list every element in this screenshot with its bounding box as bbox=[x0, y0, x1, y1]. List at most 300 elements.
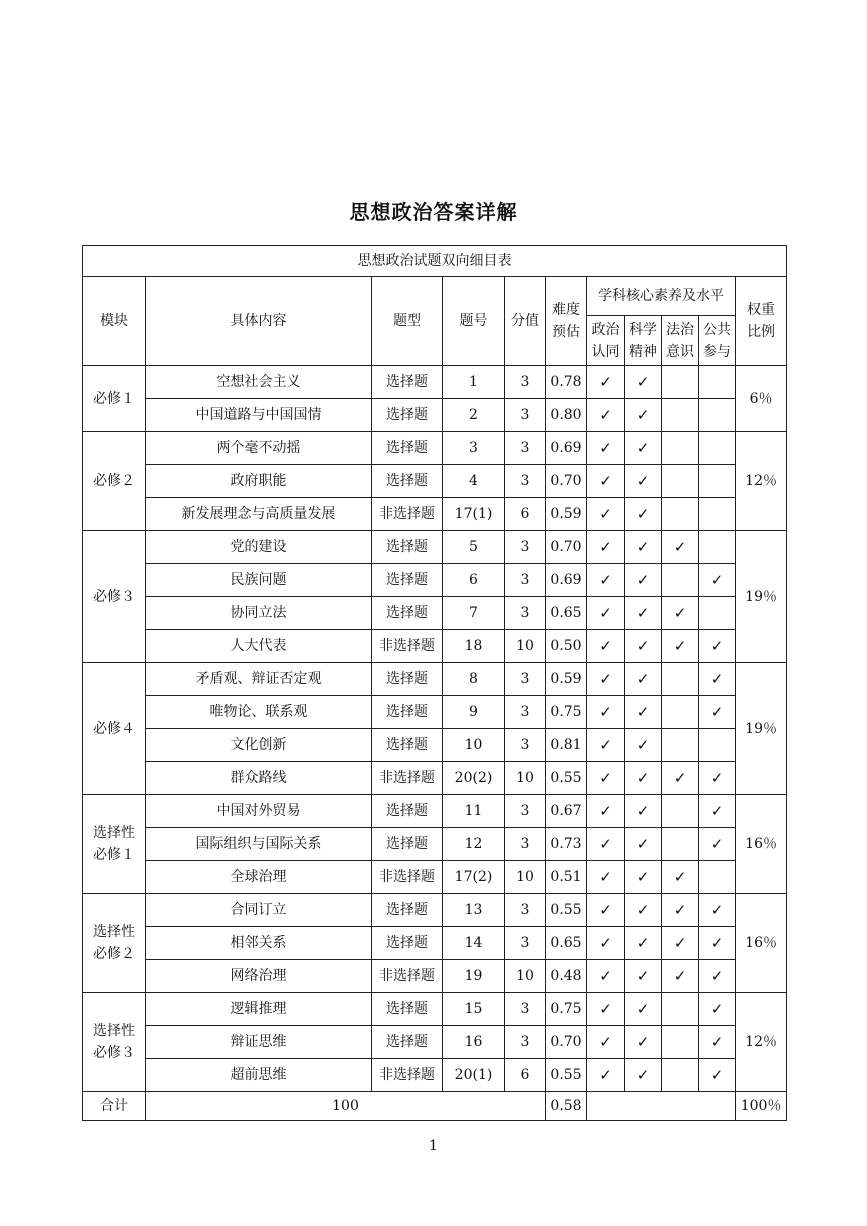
content-cell: 人大代表 bbox=[146, 630, 372, 663]
table-row bbox=[83, 531, 787, 564]
table-row bbox=[83, 1059, 787, 1092]
competency-cell bbox=[662, 1026, 699, 1059]
competency-cell bbox=[662, 861, 699, 894]
question-type-cell: 选择题 bbox=[372, 564, 443, 597]
page-number: 1 bbox=[429, 1138, 438, 1154]
question-type-cell: 非选择题 bbox=[372, 630, 443, 663]
check-icon: ✓ bbox=[599, 538, 612, 556]
competency-cell bbox=[662, 894, 699, 927]
header-rule-of-law: 法治意识 bbox=[662, 316, 699, 366]
difficulty-cell: 0.65 bbox=[546, 927, 587, 960]
difficulty-cell: 0.70 bbox=[546, 465, 587, 498]
content-cell: 网络治理 bbox=[146, 960, 372, 993]
competency-cell bbox=[699, 993, 736, 1026]
table-row bbox=[83, 597, 787, 630]
table-row bbox=[83, 366, 787, 399]
competency-cell bbox=[625, 432, 662, 465]
total-competency-empty bbox=[587, 1092, 736, 1121]
weight-cell: 6％ bbox=[736, 366, 787, 432]
table-row bbox=[83, 663, 787, 696]
competency-cell bbox=[699, 597, 736, 630]
question-type-cell: 选择题 bbox=[372, 993, 443, 1026]
question-type-cell: 选择题 bbox=[372, 399, 443, 432]
competency-cell bbox=[587, 399, 625, 432]
table-row bbox=[83, 762, 787, 795]
competency-cell bbox=[699, 630, 736, 663]
header-weight: 权重比例 bbox=[736, 277, 787, 366]
table-caption: 思想政治试题双向细目表 bbox=[83, 246, 787, 277]
check-icon: ✓ bbox=[599, 1000, 612, 1018]
check-icon: ✓ bbox=[710, 835, 724, 853]
header-political-identity: 政治认同 bbox=[587, 316, 625, 366]
question-type-cell: 选择题 bbox=[372, 795, 443, 828]
competency-cell bbox=[699, 795, 736, 828]
content-cell: 党的建设 bbox=[146, 531, 372, 564]
competency-cell bbox=[587, 366, 625, 399]
competency-cell bbox=[699, 399, 736, 432]
check-icon: ✓ bbox=[636, 802, 650, 820]
competency-cell bbox=[625, 828, 662, 861]
competency-cell bbox=[699, 1059, 736, 1092]
question-number-cell: 20(2) bbox=[443, 762, 505, 795]
competency-cell bbox=[662, 432, 699, 465]
question-number-cell: 18 bbox=[443, 630, 505, 663]
check-icon: ✓ bbox=[599, 406, 612, 424]
score-cell: 3 bbox=[505, 729, 546, 762]
header-score: 分值 bbox=[505, 277, 546, 366]
check-icon: ✓ bbox=[636, 934, 650, 952]
table-row bbox=[83, 861, 787, 894]
difficulty-cell: 0.55 bbox=[546, 762, 587, 795]
check-icon: ✓ bbox=[599, 373, 612, 391]
question-number-cell: 11 bbox=[443, 795, 505, 828]
content-cell: 民族问题 bbox=[146, 564, 372, 597]
check-icon: ✓ bbox=[636, 637, 650, 655]
check-icon: ✓ bbox=[599, 670, 612, 688]
check-icon: ✓ bbox=[599, 637, 612, 655]
header-content: 具体内容 bbox=[146, 277, 372, 366]
competency-cell bbox=[662, 993, 699, 1026]
module-name-cell: 必修２ bbox=[83, 432, 146, 531]
score-cell: 6 bbox=[505, 498, 546, 531]
competency-cell bbox=[587, 1026, 625, 1059]
competency-cell bbox=[699, 927, 736, 960]
competency-cell bbox=[625, 630, 662, 663]
check-icon: ✓ bbox=[710, 802, 724, 820]
check-icon: ✓ bbox=[710, 1066, 724, 1084]
check-icon: ✓ bbox=[636, 406, 650, 424]
check-icon: ✓ bbox=[710, 967, 724, 985]
check-icon: ✓ bbox=[599, 571, 612, 589]
page-title: 思想政治答案详解 bbox=[349, 200, 518, 224]
check-icon: ✓ bbox=[710, 901, 724, 919]
score-cell: 3 bbox=[505, 465, 546, 498]
competency-cell bbox=[587, 630, 625, 663]
competency-cell bbox=[587, 432, 625, 465]
competency-cell bbox=[625, 663, 662, 696]
check-icon: ✓ bbox=[710, 769, 724, 787]
competency-cell bbox=[699, 894, 736, 927]
module-name-cell: 选择性必修１ bbox=[83, 795, 146, 894]
score-cell: 10 bbox=[505, 630, 546, 663]
score-cell: 3 bbox=[505, 597, 546, 630]
check-icon: ✓ bbox=[636, 1033, 650, 1051]
competency-cell bbox=[587, 927, 625, 960]
question-number-cell: 19 bbox=[443, 960, 505, 993]
check-icon: ✓ bbox=[599, 835, 612, 853]
weight-cell: 12％ bbox=[736, 993, 787, 1092]
check-icon: ✓ bbox=[710, 571, 724, 589]
competency-cell bbox=[625, 366, 662, 399]
question-type-cell: 非选择题 bbox=[372, 762, 443, 795]
competency-cell bbox=[699, 861, 736, 894]
content-cell: 群众路线 bbox=[146, 762, 372, 795]
score-cell: 3 bbox=[505, 795, 546, 828]
competency-cell bbox=[587, 960, 625, 993]
table-row bbox=[83, 465, 787, 498]
table-row bbox=[83, 828, 787, 861]
competency-cell bbox=[587, 498, 625, 531]
score-cell: 10 bbox=[505, 762, 546, 795]
check-icon: ✓ bbox=[710, 703, 724, 721]
difficulty-cell: 0.55 bbox=[546, 1059, 587, 1092]
question-number-cell: 1 bbox=[443, 366, 505, 399]
competency-cell bbox=[587, 696, 625, 729]
content-cell: 辩证思维 bbox=[146, 1026, 372, 1059]
question-type-cell: 选择题 bbox=[372, 828, 443, 861]
table-row bbox=[83, 432, 787, 465]
check-icon: ✓ bbox=[599, 604, 612, 622]
header-module: 模块 bbox=[83, 277, 146, 366]
check-icon: ✓ bbox=[599, 769, 612, 787]
question-number-cell: 20(1) bbox=[443, 1059, 505, 1092]
difficulty-cell: 0.59 bbox=[546, 498, 587, 531]
competency-cell bbox=[587, 795, 625, 828]
competency-cell bbox=[699, 960, 736, 993]
competency-cell bbox=[662, 630, 699, 663]
header-public-participation: 公共参与 bbox=[699, 316, 736, 366]
module-name-cell: 选择性必修３ bbox=[83, 993, 146, 1092]
check-icon: ✓ bbox=[599, 472, 612, 490]
header-difficulty: 难度预估 bbox=[546, 277, 587, 366]
check-icon: ✓ bbox=[673, 901, 687, 919]
check-icon: ✓ bbox=[636, 439, 650, 457]
competency-cell bbox=[625, 498, 662, 531]
check-icon: ✓ bbox=[599, 868, 612, 886]
table-row bbox=[83, 960, 787, 993]
difficulty-cell: 0.73 bbox=[546, 828, 587, 861]
competency-cell bbox=[587, 729, 625, 762]
table-row bbox=[83, 729, 787, 762]
question-number-cell: 14 bbox=[443, 927, 505, 960]
table-row bbox=[83, 1026, 787, 1059]
score-cell: 6 bbox=[505, 1059, 546, 1092]
question-type-cell: 选择题 bbox=[372, 927, 443, 960]
score-cell: 3 bbox=[505, 663, 546, 696]
competency-cell bbox=[699, 762, 736, 795]
competency-cell bbox=[662, 465, 699, 498]
weight-cell: 12％ bbox=[736, 432, 787, 531]
content-cell: 超前思维 bbox=[146, 1059, 372, 1092]
competency-cell bbox=[699, 828, 736, 861]
competency-cell bbox=[587, 861, 625, 894]
difficulty-cell: 0.75 bbox=[546, 696, 587, 729]
score-cell: 3 bbox=[505, 927, 546, 960]
competency-cell bbox=[699, 729, 736, 762]
check-icon: ✓ bbox=[636, 835, 650, 853]
question-number-cell: 8 bbox=[443, 663, 505, 696]
check-icon: ✓ bbox=[636, 736, 650, 754]
competency-cell bbox=[662, 498, 699, 531]
check-icon: ✓ bbox=[710, 1033, 724, 1051]
check-icon: ✓ bbox=[599, 901, 612, 919]
question-number-cell: 17(1) bbox=[443, 498, 505, 531]
check-icon: ✓ bbox=[636, 670, 650, 688]
question-number-cell: 2 bbox=[443, 399, 505, 432]
competency-cell bbox=[662, 1059, 699, 1092]
question-number-cell: 7 bbox=[443, 597, 505, 630]
weight-cell: 16％ bbox=[736, 894, 787, 993]
competency-cell bbox=[699, 498, 736, 531]
competency-cell bbox=[587, 465, 625, 498]
score-cell: 3 bbox=[505, 432, 546, 465]
score-cell: 3 bbox=[505, 399, 546, 432]
score-cell: 10 bbox=[505, 861, 546, 894]
table-row bbox=[83, 399, 787, 432]
module-name-cell: 选择性必修２ bbox=[83, 894, 146, 993]
question-type-cell: 选择题 bbox=[372, 894, 443, 927]
module-name-cell: 必修１ bbox=[83, 366, 146, 432]
competency-cell bbox=[699, 531, 736, 564]
check-icon: ✓ bbox=[636, 703, 650, 721]
check-icon: ✓ bbox=[636, 373, 650, 391]
total-score: 100 bbox=[146, 1092, 546, 1121]
competency-cell bbox=[625, 960, 662, 993]
weight-cell: 16％ bbox=[736, 795, 787, 894]
content-cell: 中国道路与中国国情 bbox=[146, 399, 372, 432]
check-icon: ✓ bbox=[710, 670, 724, 688]
competency-cell bbox=[662, 399, 699, 432]
competency-cell bbox=[625, 993, 662, 1026]
difficulty-cell: 0.65 bbox=[546, 597, 587, 630]
check-icon: ✓ bbox=[673, 604, 687, 622]
competency-cell bbox=[625, 894, 662, 927]
check-icon: ✓ bbox=[636, 1000, 650, 1018]
content-cell: 政府职能 bbox=[146, 465, 372, 498]
question-number-cell: 13 bbox=[443, 894, 505, 927]
content-cell: 唯物论、联系观 bbox=[146, 696, 372, 729]
competency-cell bbox=[625, 795, 662, 828]
check-icon: ✓ bbox=[636, 901, 650, 919]
header-number: 题号 bbox=[443, 277, 505, 366]
check-icon: ✓ bbox=[599, 505, 612, 523]
check-icon: ✓ bbox=[673, 769, 687, 787]
competency-cell bbox=[625, 696, 662, 729]
total-row bbox=[83, 1092, 787, 1121]
competency-cell bbox=[699, 465, 736, 498]
difficulty-cell: 0.59 bbox=[546, 663, 587, 696]
difficulty-cell: 0.67 bbox=[546, 795, 587, 828]
question-type-cell: 选择题 bbox=[372, 531, 443, 564]
competency-cell bbox=[662, 366, 699, 399]
check-icon: ✓ bbox=[673, 967, 687, 985]
competency-cell bbox=[587, 894, 625, 927]
header-competency: 学科核心素养及水平 bbox=[587, 277, 736, 316]
check-icon: ✓ bbox=[673, 637, 687, 655]
difficulty-cell: 0.69 bbox=[546, 432, 587, 465]
content-cell: 新发展理念与高质量发展 bbox=[146, 498, 372, 531]
check-icon: ✓ bbox=[673, 538, 687, 556]
competency-cell bbox=[625, 564, 662, 597]
content-cell: 空想社会主义 bbox=[146, 366, 372, 399]
competency-cell bbox=[699, 1026, 736, 1059]
score-cell: 3 bbox=[505, 894, 546, 927]
check-icon: ✓ bbox=[599, 802, 612, 820]
table-row bbox=[83, 498, 787, 531]
score-cell: 3 bbox=[505, 366, 546, 399]
competency-cell bbox=[625, 1059, 662, 1092]
content-cell: 中国对外贸易 bbox=[146, 795, 372, 828]
competency-cell bbox=[587, 1059, 625, 1092]
question-number-cell: 3 bbox=[443, 432, 505, 465]
competency-cell bbox=[625, 762, 662, 795]
weight-cell: 19％ bbox=[736, 531, 787, 663]
question-type-cell: 选择题 bbox=[372, 663, 443, 696]
question-type-cell: 选择题 bbox=[372, 597, 443, 630]
question-number-cell: 16 bbox=[443, 1026, 505, 1059]
competency-cell bbox=[662, 795, 699, 828]
competency-cell bbox=[662, 927, 699, 960]
check-icon: ✓ bbox=[599, 934, 612, 952]
competency-cell bbox=[625, 597, 662, 630]
difficulty-cell: 0.80 bbox=[546, 399, 587, 432]
competency-cell bbox=[662, 597, 699, 630]
question-type-cell: 非选择题 bbox=[372, 960, 443, 993]
score-cell: 3 bbox=[505, 828, 546, 861]
competency-cell bbox=[625, 399, 662, 432]
total-label: 合计 bbox=[83, 1092, 146, 1121]
header-scientific-spirit: 科学精神 bbox=[625, 316, 662, 366]
content-cell: 逻辑推理 bbox=[146, 993, 372, 1026]
check-icon: ✓ bbox=[673, 934, 687, 952]
question-type-cell: 选择题 bbox=[372, 465, 443, 498]
question-number-cell: 12 bbox=[443, 828, 505, 861]
competency-cell bbox=[662, 564, 699, 597]
difficulty-cell: 0.70 bbox=[546, 1026, 587, 1059]
question-number-cell: 4 bbox=[443, 465, 505, 498]
question-number-cell: 9 bbox=[443, 696, 505, 729]
table-row bbox=[83, 795, 787, 828]
check-icon: ✓ bbox=[636, 868, 650, 886]
question-type-cell: 非选择题 bbox=[372, 1059, 443, 1092]
module-name-cell: 必修４ bbox=[83, 663, 146, 795]
competency-cell bbox=[662, 696, 699, 729]
total-difficulty: 0.58 bbox=[546, 1092, 587, 1121]
competency-cell bbox=[662, 729, 699, 762]
check-icon: ✓ bbox=[636, 604, 650, 622]
question-type-cell: 选择题 bbox=[372, 432, 443, 465]
check-icon: ✓ bbox=[636, 505, 650, 523]
check-icon: ✓ bbox=[599, 736, 612, 754]
score-cell: 3 bbox=[505, 564, 546, 597]
check-icon: ✓ bbox=[599, 1033, 612, 1051]
question-type-cell: 选择题 bbox=[372, 696, 443, 729]
check-icon: ✓ bbox=[710, 1000, 724, 1018]
difficulty-cell: 0.51 bbox=[546, 861, 587, 894]
competency-cell bbox=[625, 531, 662, 564]
score-cell: 3 bbox=[505, 531, 546, 564]
check-icon: ✓ bbox=[636, 472, 650, 490]
competency-cell bbox=[662, 762, 699, 795]
total-weight: 100％ bbox=[736, 1092, 787, 1121]
difficulty-cell: 0.69 bbox=[546, 564, 587, 597]
difficulty-cell: 0.70 bbox=[546, 531, 587, 564]
difficulty-cell: 0.50 bbox=[546, 630, 587, 663]
competency-cell bbox=[625, 861, 662, 894]
competency-cell bbox=[699, 432, 736, 465]
header-type: 题型 bbox=[372, 277, 443, 366]
question-type-cell: 选择题 bbox=[372, 1026, 443, 1059]
difficulty-cell: 0.48 bbox=[546, 960, 587, 993]
content-cell: 相邻关系 bbox=[146, 927, 372, 960]
competency-cell bbox=[662, 960, 699, 993]
content-cell: 矛盾观、辩证否定观 bbox=[146, 663, 372, 696]
difficulty-cell: 0.81 bbox=[546, 729, 587, 762]
competency-cell bbox=[587, 993, 625, 1026]
competency-cell bbox=[587, 531, 625, 564]
question-type-cell: 非选择题 bbox=[372, 498, 443, 531]
score-cell: 3 bbox=[505, 993, 546, 1026]
content-cell: 协同立法 bbox=[146, 597, 372, 630]
competency-cell bbox=[587, 762, 625, 795]
score-cell: 3 bbox=[505, 696, 546, 729]
weight-cell: 19％ bbox=[736, 663, 787, 795]
score-cell: 3 bbox=[505, 1026, 546, 1059]
question-type-cell: 选择题 bbox=[372, 366, 443, 399]
difficulty-cell: 0.55 bbox=[546, 894, 587, 927]
competency-cell bbox=[625, 1026, 662, 1059]
content-cell: 合同订立 bbox=[146, 894, 372, 927]
check-icon: ✓ bbox=[636, 571, 650, 589]
question-type-cell: 非选择题 bbox=[372, 861, 443, 894]
content-cell: 两个毫不动摇 bbox=[146, 432, 372, 465]
check-icon: ✓ bbox=[710, 934, 724, 952]
content-cell: 国际组织与国际关系 bbox=[146, 828, 372, 861]
table-row bbox=[83, 993, 787, 1026]
content-cell: 全球治理 bbox=[146, 861, 372, 894]
competency-cell bbox=[587, 663, 625, 696]
competency-cell bbox=[699, 564, 736, 597]
competency-cell bbox=[662, 828, 699, 861]
competency-cell bbox=[587, 564, 625, 597]
table-row bbox=[83, 894, 787, 927]
check-icon: ✓ bbox=[599, 967, 612, 985]
competency-cell bbox=[587, 828, 625, 861]
table-row bbox=[83, 630, 787, 663]
question-type-cell: 选择题 bbox=[372, 729, 443, 762]
check-icon: ✓ bbox=[673, 868, 687, 886]
competency-cell bbox=[587, 597, 625, 630]
module-name-cell: 必修３ bbox=[83, 531, 146, 663]
check-icon: ✓ bbox=[599, 1066, 612, 1084]
check-icon: ✓ bbox=[636, 538, 650, 556]
competency-cell bbox=[625, 465, 662, 498]
question-number-cell: 6 bbox=[443, 564, 505, 597]
content-cell: 文化创新 bbox=[146, 729, 372, 762]
difficulty-cell: 0.78 bbox=[546, 366, 587, 399]
check-icon: ✓ bbox=[599, 703, 612, 721]
check-icon: ✓ bbox=[636, 769, 650, 787]
